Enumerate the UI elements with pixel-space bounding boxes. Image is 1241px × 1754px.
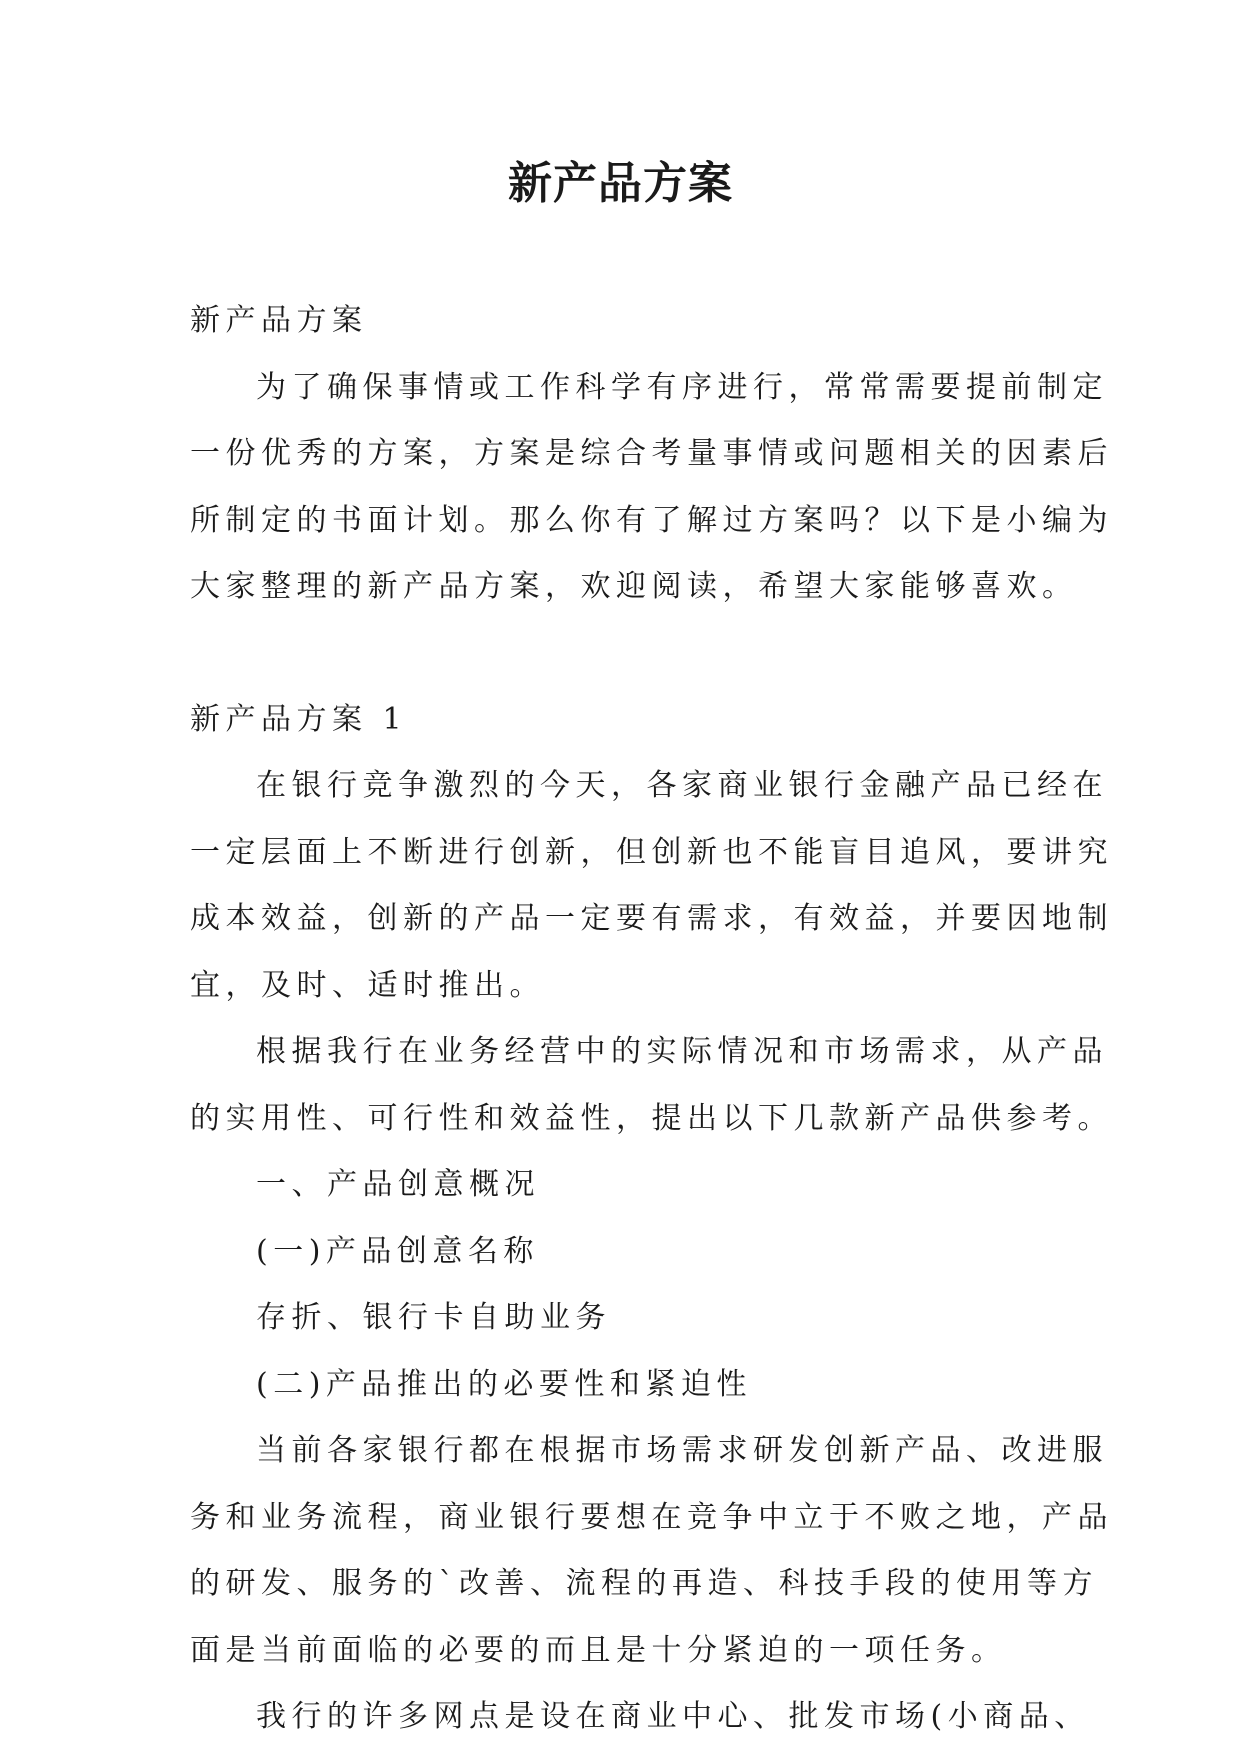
- body-line: 当前各家银行都在根据市场需求研发创新产品、改进服: [256, 1433, 1108, 1468]
- body-line: 的实用性、可行性和效益性，提出以下几款新产品供参考。: [190, 1100, 1113, 1136]
- subheading: (一)产品创意名称: [256, 1233, 539, 1269]
- body-line: 宜，及时、适时推出。: [190, 967, 545, 1003]
- body-line: 根据我行在业务经营中的实际情况和市场需求，从产品: [256, 1034, 1108, 1069]
- document-body: [190, 288, 1113, 1751]
- body-line: 存折、银行卡自助业务: [256, 1300, 611, 1335]
- body-line: 一份优秀的方案，方案是综合考量事情或问题相关的因素后: [190, 436, 1113, 471]
- body-line: 所制定的书面计划。那么你有了解过方案吗？以下是小编为: [190, 502, 1113, 538]
- subheading: (二)产品推出的必要性和紧迫性: [256, 1366, 752, 1402]
- body-line: 为了确保事情或工作科学有序进行，常常需要提前制定: [256, 369, 1108, 405]
- body-line: 在银行竞争激烈的今天，各家商业银行金融产品已经在: [256, 768, 1108, 803]
- body-line: 的研发、服务的`改善、流程的再造、科技手段的使用等方: [190, 1566, 1098, 1601]
- subheading: 一、产品创意概况: [256, 1167, 540, 1202]
- document-title: 新产品方案: [508, 158, 733, 209]
- body-line: 面是当前面临的必要的而且是十分紧迫的一项任务。: [190, 1632, 1007, 1668]
- body-line: 我行的许多网点是设在商业中心、批发市场(小商品、: [256, 1699, 1090, 1734]
- body-line: 一定层面上不断进行创新，但创新也不能盲目追风，要讲究: [190, 834, 1113, 870]
- body-line: 成本效益，创新的产品一定要有需求，有效益，并要因地制: [190, 901, 1113, 936]
- body-line: 大家整理的新产品方案，欢迎阅读，希望大家能够喜欢。: [190, 569, 1078, 604]
- body-line: 务和业务流程，商业银行要想在竞争中立于不败之地，产品: [190, 1499, 1113, 1535]
- body-line: 新产品方案: [190, 303, 368, 338]
- section-heading: 新产品方案 1: [190, 701, 408, 737]
- paragraph-gap: [190, 621, 1060, 687]
